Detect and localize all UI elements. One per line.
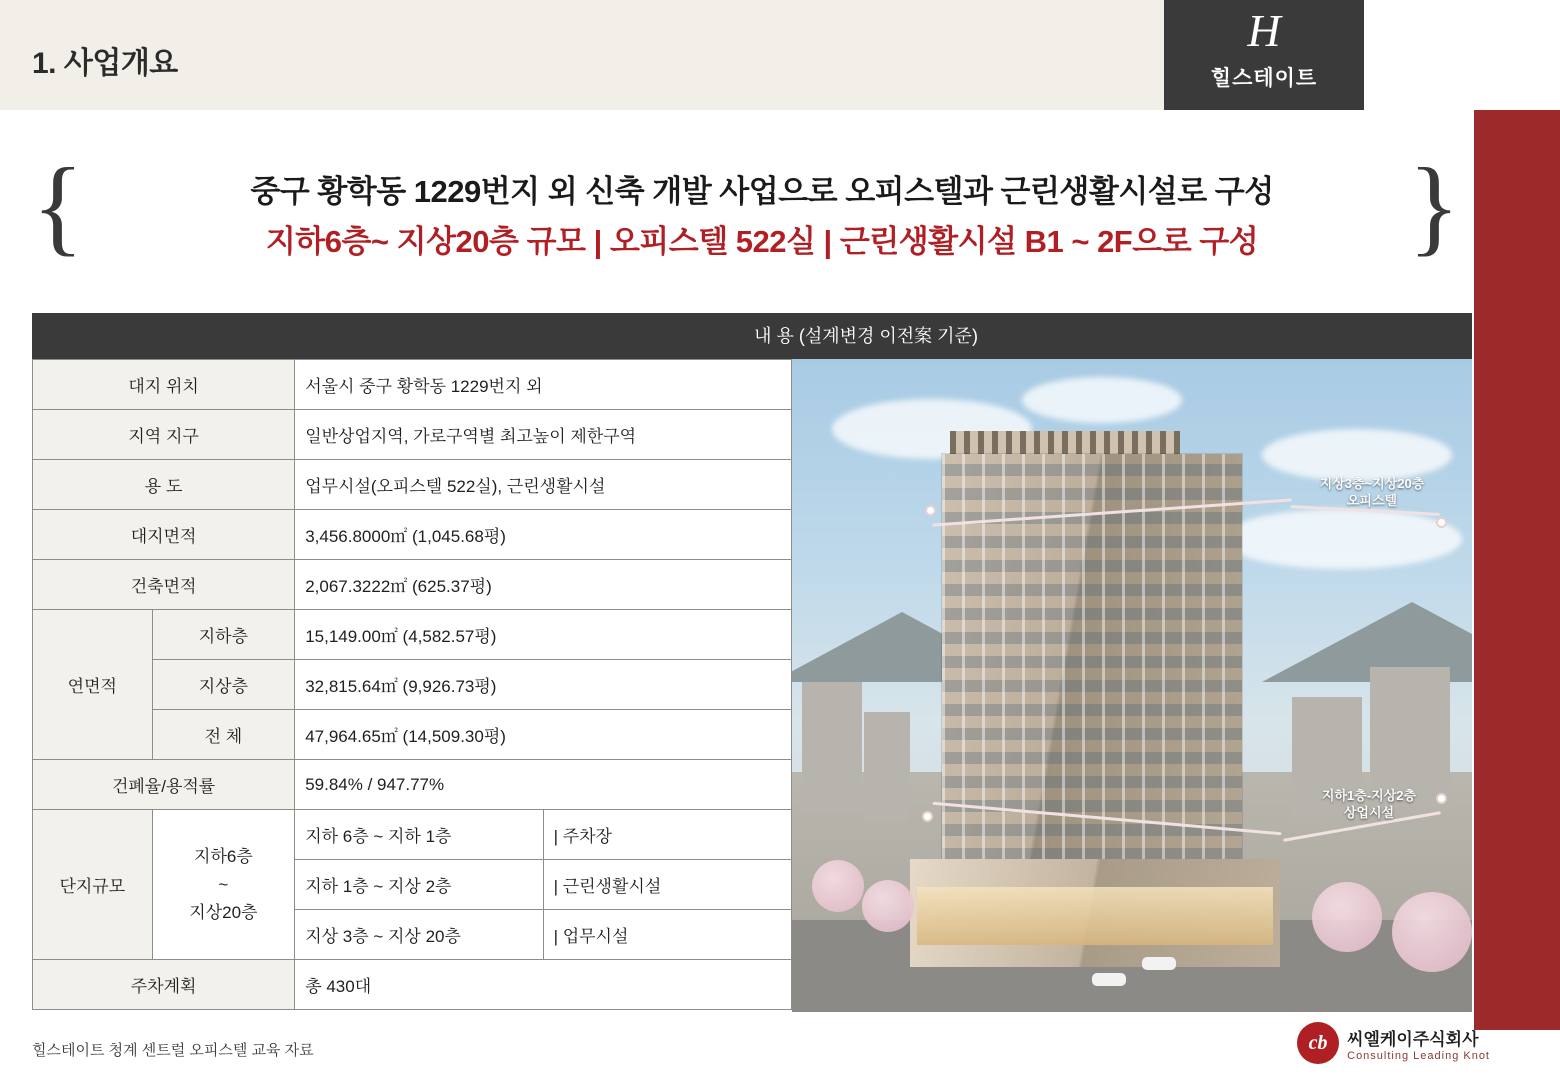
callout-dot-top-right [1436, 517, 1447, 528]
cloud-shape [1262, 429, 1452, 481]
row-value: 업무시설(오피스텔 522실), 근린생활시설 [295, 460, 792, 510]
row-value: 3,456.8000㎡ (1,045.68평) [295, 510, 792, 560]
spec-table [32, 359, 792, 1010]
row-label: 지역 지구 [33, 410, 295, 460]
callout-bottom-line1: 지하1층-지상2층 [1321, 788, 1417, 803]
callout-bottom-line2: 상업시설 [1343, 805, 1395, 820]
callout-top-line2: 오피스텔 [1346, 493, 1398, 508]
callout-dot-bottom-left [922, 811, 933, 822]
car-shape [1142, 957, 1176, 970]
row-value: 서울시 중구 황학동 1229번지 외 [295, 360, 792, 410]
company-text [1347, 1025, 1490, 1062]
footer-company-logo [1297, 1022, 1490, 1064]
building-rendering [792, 359, 1472, 1012]
brand-logo [1164, 0, 1364, 110]
row-value: 59.84% / 947.77% [295, 760, 792, 810]
table-header-right: 내 용 (설계변경 이전案 기준) [260, 313, 1472, 359]
headline-line-1: 중구 황학동 1229번지 외 신축 개발 사업으로 오피스텔과 근린생활시설로 구성 [250, 174, 1274, 209]
tree-shape [1312, 882, 1382, 952]
city-block [802, 682, 862, 812]
scale-use: | 업무시설 [543, 910, 791, 960]
right-red-bar [1474, 110, 1560, 1030]
row-label: 대지 위치 [33, 360, 295, 410]
row-value: 15,149.00㎡ (4,582.57평) [295, 610, 792, 660]
header-right-spacer [1364, 0, 1560, 110]
brand-mark-icon: H [1247, 5, 1281, 56]
table-row [33, 510, 792, 560]
row-value: 총 430대 [295, 960, 792, 1010]
row-value: 2,067.3222㎡ (625.37평) [295, 560, 792, 610]
scale-use: | 근린생활시설 [543, 860, 791, 910]
tower-fins [942, 454, 1242, 884]
page-title: 1. 사업개요 [32, 47, 178, 80]
table-row [33, 410, 792, 460]
row-value: 47,964.65㎡ (14,509.30평) [295, 710, 792, 760]
row-value: 일반상업지역, 가로구역별 최고높이 제한구역 [295, 410, 792, 460]
tree-shape [862, 880, 914, 932]
tree-shape [812, 860, 864, 912]
scale-floors: 지상 3층 ~ 지상 20층 [295, 910, 543, 960]
table-row [33, 760, 792, 810]
row-sublabel: 지상층 [152, 660, 295, 710]
scale-range-line1: 지하6층 [194, 846, 253, 866]
callout-top-line1: 지상3층~지상20층 [1319, 476, 1425, 491]
brace-right-icon: } [1408, 147, 1460, 266]
car-shape [1092, 973, 1126, 986]
row-label: 건폐율/용적률 [33, 760, 295, 810]
company-name: 씨엘케이주식회사 [1347, 1029, 1479, 1049]
scale-use: | 주차장 [543, 810, 791, 860]
table-row [33, 960, 792, 1010]
brand-name: 힐스테이트 [1210, 67, 1318, 90]
headline-line-2: 지하6층~ 지상20층 규모 | 오피스텔 522실 | 근린생활시설 B1 ~ 2F으로 구성 [265, 224, 1259, 259]
scale-range-line3: 지상20층 [189, 902, 258, 922]
footer-note: 힐스테이트 청계 센트럴 오피스텔 교육 자료 [32, 1042, 314, 1059]
cloud-shape [1022, 377, 1182, 423]
podium-retail-glow [917, 887, 1273, 945]
company-tagline: Consulting Leading Knot [1347, 1049, 1490, 1062]
scale-floors: 지하 1층 ~ 지상 2층 [295, 860, 543, 910]
row-label-scale: 단지규모 [33, 810, 153, 960]
callout-dot-top-left [925, 505, 936, 516]
callout-top [1282, 475, 1462, 509]
brace-left-icon: { [32, 147, 84, 266]
table-row [33, 360, 792, 410]
row-label: 건축면적 [33, 560, 295, 610]
row-label: 대지면적 [33, 510, 295, 560]
table-row [33, 610, 792, 660]
row-label-area: 연면적 [33, 610, 153, 760]
callout-bottom [1284, 787, 1454, 821]
scale-range [152, 810, 295, 960]
table-row [33, 810, 792, 860]
scale-range-line2: ~ [218, 874, 229, 894]
row-sublabel: 전 체 [152, 710, 295, 760]
table-header [32, 313, 1472, 359]
row-value: 32,815.64㎡ (9,926.73평) [295, 660, 792, 710]
table-header-left [32, 313, 260, 359]
table-row [33, 560, 792, 610]
row-label: 용 도 [33, 460, 295, 510]
tree-shape [1392, 892, 1472, 972]
row-sublabel: 지하층 [152, 610, 295, 660]
company-mark-icon: cb [1297, 1022, 1339, 1064]
city-block [864, 712, 910, 822]
headline-banner [32, 147, 1472, 276]
scale-floors: 지하 6층 ~ 지하 1층 [295, 810, 543, 860]
cloud-shape [1222, 509, 1462, 569]
table-row [33, 460, 792, 510]
city-block [1370, 667, 1450, 807]
row-label: 주차계획 [33, 960, 295, 1010]
